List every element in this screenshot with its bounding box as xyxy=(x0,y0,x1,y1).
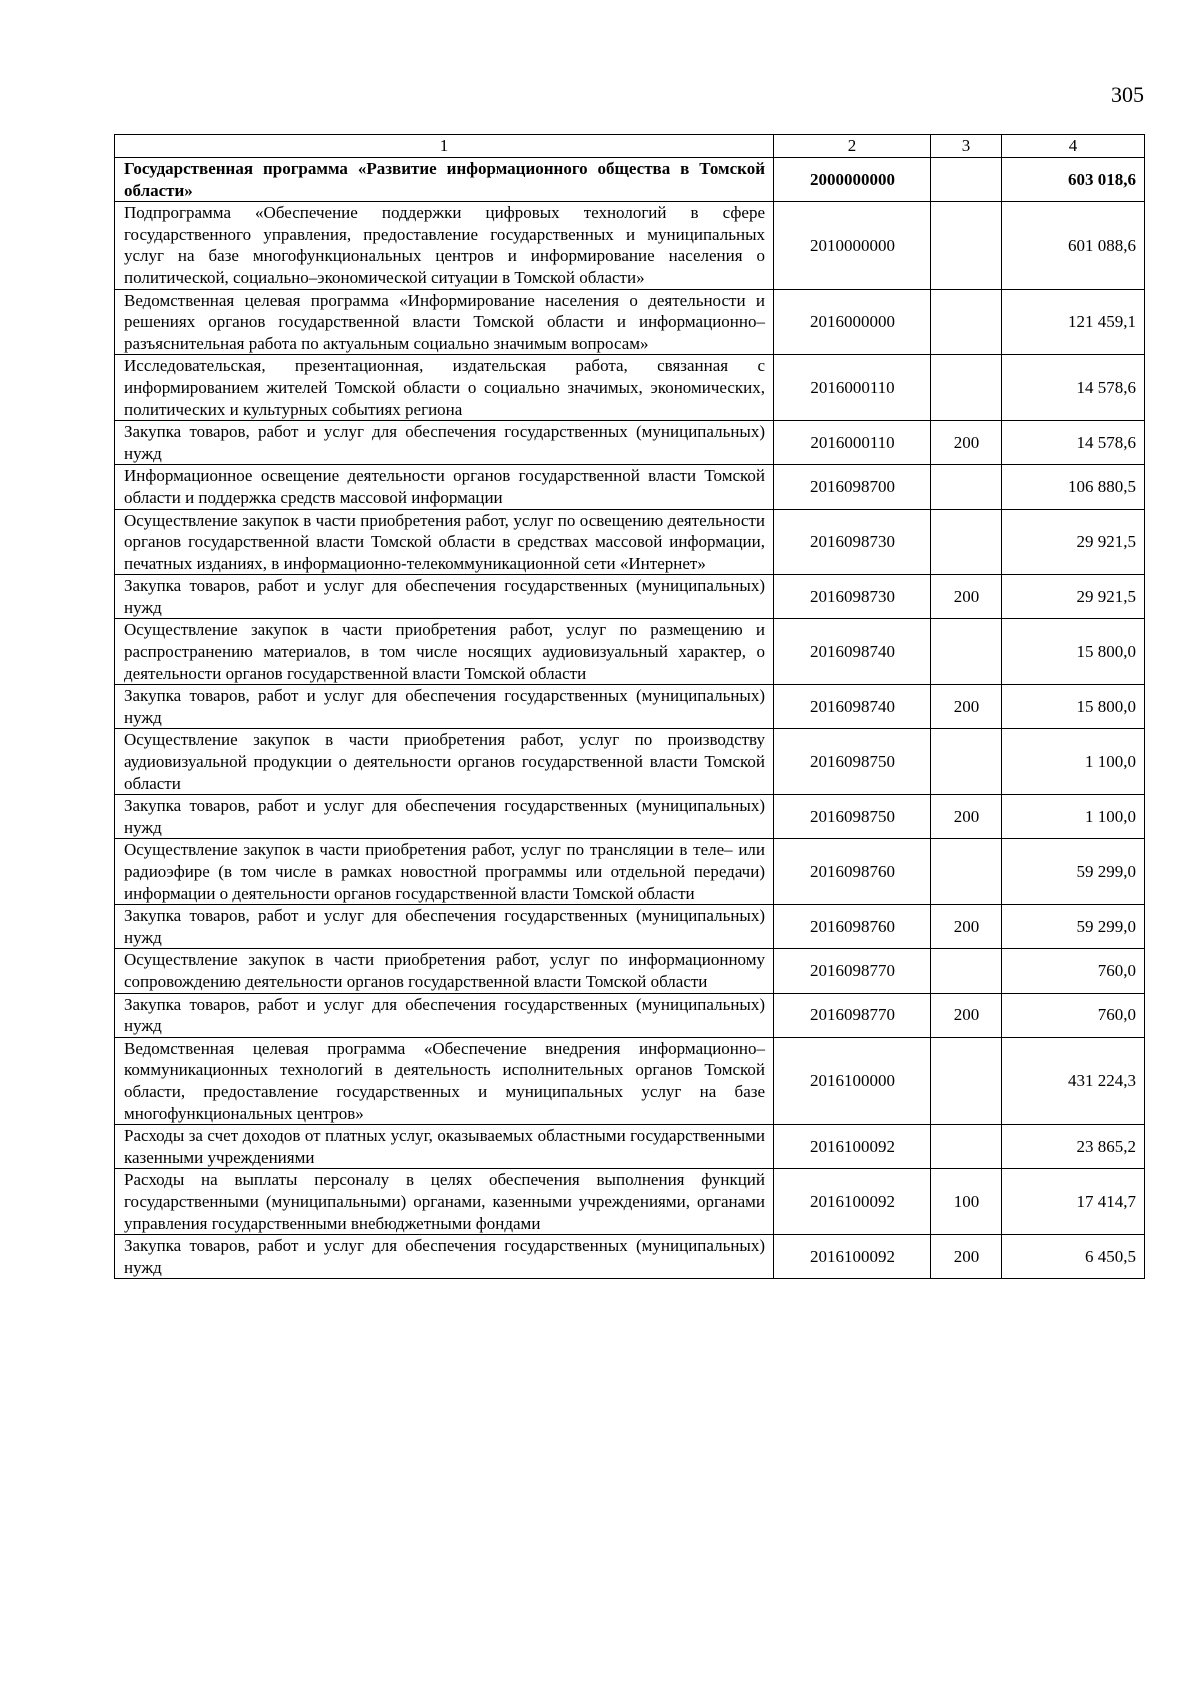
row-code-cell: 2016098730 xyxy=(774,509,931,575)
row-expense-type-cell xyxy=(931,289,1002,355)
row-expense-type-cell xyxy=(931,158,1002,202)
row-amount-cell: 760,0 xyxy=(1002,993,1145,1037)
table-row xyxy=(115,839,1145,905)
row-code-cell: 2016098760 xyxy=(774,905,931,949)
row-amount-cell: 603 018,6 xyxy=(1002,158,1145,202)
row-code-cell: 2016000110 xyxy=(774,355,931,421)
row-expense-type-cell xyxy=(931,202,1002,289)
row-amount-cell: 17 414,7 xyxy=(1002,1169,1145,1235)
row-code-cell: 2016098770 xyxy=(774,949,931,993)
row-amount-cell: 431 224,3 xyxy=(1002,1037,1145,1124)
budget-table xyxy=(114,134,1145,1279)
row-code-cell: 2016098740 xyxy=(774,685,931,729)
row-expense-type-cell xyxy=(931,1125,1002,1169)
row-code-cell: 2016098740 xyxy=(774,619,931,685)
row-name-cell: Закупка товаров, работ и услуг для обеспечения государственных (муниципальных) нужд xyxy=(115,993,774,1037)
row-name-cell: Закупка товаров, работ и услуг для обеспечения государственных (муниципальных) нужд xyxy=(115,421,774,465)
row-name-cell: Закупка товаров, работ и услуг для обеспечения государственных (муниципальных) нужд xyxy=(115,795,774,839)
row-name-cell: Ведомственная целевая программа «Информирование населения о деятельности и решениях органов государственной власти Томской области и информационно–разъяснительная работа по актуальным социально значимым вопросам» xyxy=(115,289,774,355)
table-row xyxy=(115,158,1145,202)
table-row xyxy=(115,509,1145,575)
row-expense-type-cell xyxy=(931,729,1002,795)
table-row xyxy=(115,795,1145,839)
row-name-cell: Осуществление закупок в части приобретения работ, услуг по информационному сопровождению деятельности органов государственной власти Томской области xyxy=(115,949,774,993)
row-expense-type-cell: 200 xyxy=(931,795,1002,839)
row-amount-cell: 59 299,0 xyxy=(1002,905,1145,949)
table-row xyxy=(115,1037,1145,1124)
row-code-cell: 2016098770 xyxy=(774,993,931,1037)
table-row xyxy=(115,355,1145,421)
row-code-cell: 2016098700 xyxy=(774,465,931,509)
row-expense-type-cell: 200 xyxy=(931,685,1002,729)
row-name-cell: Государственная программа «Развитие информационного общества в Томской области» xyxy=(115,158,774,202)
row-amount-cell: 601 088,6 xyxy=(1002,202,1145,289)
row-code-cell: 2000000000 xyxy=(774,158,931,202)
table-header xyxy=(115,135,1145,158)
header-col-4: 4 xyxy=(1002,135,1145,158)
header-row xyxy=(115,135,1145,158)
row-code-cell: 2010000000 xyxy=(774,202,931,289)
row-amount-cell: 6 450,5 xyxy=(1002,1235,1145,1279)
table-row xyxy=(115,465,1145,509)
page-number: 305 xyxy=(1111,82,1144,107)
row-expense-type-cell xyxy=(931,355,1002,421)
row-name-cell: Расходы на выплаты персоналу в целях обеспечения выполнения функций государственными (муниципальными) органами, казенными учреждениями, органами управления государственными внебюджетными фондами xyxy=(115,1169,774,1235)
table-row xyxy=(115,949,1145,993)
table-row xyxy=(115,1235,1145,1279)
row-expense-type-cell: 200 xyxy=(931,1235,1002,1279)
row-code-cell: 2016098750 xyxy=(774,795,931,839)
row-name-cell: Ведомственная целевая программа «Обеспечение внедрения информационно–коммуникационных технологий в деятельность исполнительных органов Томской области, предоставление государственных и муниципальных услуг на базе многофункциональных центров» xyxy=(115,1037,774,1124)
row-expense-type-cell: 200 xyxy=(931,575,1002,619)
row-name-cell: Осуществление закупок в части приобретения работ, услуг по размещению и распространению материалов, в том числе носящих аудиовизуальный характер, о деятельности органов государственной власти Томской области xyxy=(115,619,774,685)
table-row xyxy=(115,421,1145,465)
row-name-cell: Расходы за счет доходов от платных услуг, оказываемых областными государственными казенными учреждениями xyxy=(115,1125,774,1169)
table-row xyxy=(115,1169,1145,1235)
row-code-cell: 2016000000 xyxy=(774,289,931,355)
header-col-2: 2 xyxy=(774,135,931,158)
row-expense-type-cell: 200 xyxy=(931,905,1002,949)
row-expense-type-cell: 200 xyxy=(931,993,1002,1037)
row-code-cell: 2016100092 xyxy=(774,1235,931,1279)
header-col-1: 1 xyxy=(115,135,774,158)
row-expense-type-cell xyxy=(931,949,1002,993)
table-row xyxy=(115,619,1145,685)
row-expense-type-cell xyxy=(931,465,1002,509)
row-code-cell: 2016098750 xyxy=(774,729,931,795)
row-name-cell: Закупка товаров, работ и услуг для обеспечения государственных (муниципальных) нужд xyxy=(115,1235,774,1279)
header-col-3: 3 xyxy=(931,135,1002,158)
row-code-cell: 2016100000 xyxy=(774,1037,931,1124)
table-row xyxy=(115,202,1145,289)
row-name-cell: Подпрограмма «Обеспечение поддержки цифровых технологий в сфере государственного управления, предоставление государственных и муниципальных услуг на базе многофункциональных центров и информирование населения о политической, социально–экономической ситуации в Томской области» xyxy=(115,202,774,289)
table-row xyxy=(115,905,1145,949)
row-amount-cell: 29 921,5 xyxy=(1002,575,1145,619)
row-code-cell: 2016098760 xyxy=(774,839,931,905)
row-amount-cell: 121 459,1 xyxy=(1002,289,1145,355)
row-amount-cell: 1 100,0 xyxy=(1002,795,1145,839)
row-name-cell: Исследовательская, презентационная, издательская работа, связанная с информированием жителей Томской области о социально значимых, экономических, политических и культурных событиях региона xyxy=(115,355,774,421)
row-expense-type-cell: 100 xyxy=(931,1169,1002,1235)
row-name-cell: Закупка товаров, работ и услуг для обеспечения государственных (муниципальных) нужд xyxy=(115,685,774,729)
row-name-cell: Информационное освещение деятельности органов государственной власти Томской области и поддержка средств массовой информации xyxy=(115,465,774,509)
row-name-cell: Осуществление закупок в части приобретения работ, услуг по освещению деятельности органов государственной власти Томской области в средствах массовой информации, печатных изданиях, в информационно-телекоммуникационной сети «Интернет» xyxy=(115,509,774,575)
row-code-cell: 2016098730 xyxy=(774,575,931,619)
row-amount-cell: 29 921,5 xyxy=(1002,509,1145,575)
row-expense-type-cell: 200 xyxy=(931,421,1002,465)
row-amount-cell: 23 865,2 xyxy=(1002,1125,1145,1169)
row-name-cell: Осуществление закупок в части приобретения работ, услуг по трансляции в теле– или радиоэфире (в том числе в рамках новостной программы или отдельной передачи) информации о деятельности органов государственной власти Томской области xyxy=(115,839,774,905)
row-expense-type-cell xyxy=(931,1037,1002,1124)
table-row xyxy=(115,1125,1145,1169)
table-row xyxy=(115,685,1145,729)
table-row xyxy=(115,289,1145,355)
row-amount-cell: 14 578,6 xyxy=(1002,421,1145,465)
row-code-cell: 2016100092 xyxy=(774,1125,931,1169)
table-body xyxy=(115,158,1145,1279)
row-name-cell: Осуществление закупок в части приобретения работ, услуг по производству аудиовизуальной продукции о деятельности органов государственной власти Томской области xyxy=(115,729,774,795)
row-name-cell: Закупка товаров, работ и услуг для обеспечения государственных (муниципальных) нужд xyxy=(115,905,774,949)
table-row xyxy=(115,575,1145,619)
row-code-cell: 2016000110 xyxy=(774,421,931,465)
row-amount-cell: 1 100,0 xyxy=(1002,729,1145,795)
row-code-cell: 2016100092 xyxy=(774,1169,931,1235)
row-expense-type-cell xyxy=(931,839,1002,905)
table-row xyxy=(115,729,1145,795)
row-expense-type-cell xyxy=(931,619,1002,685)
row-amount-cell: 15 800,0 xyxy=(1002,619,1145,685)
row-amount-cell: 14 578,6 xyxy=(1002,355,1145,421)
row-amount-cell: 106 880,5 xyxy=(1002,465,1145,509)
row-amount-cell: 760,0 xyxy=(1002,949,1145,993)
row-amount-cell: 59 299,0 xyxy=(1002,839,1145,905)
row-name-cell: Закупка товаров, работ и услуг для обеспечения государственных (муниципальных) нужд xyxy=(115,575,774,619)
table-row xyxy=(115,993,1145,1037)
row-expense-type-cell xyxy=(931,509,1002,575)
row-amount-cell: 15 800,0 xyxy=(1002,685,1145,729)
